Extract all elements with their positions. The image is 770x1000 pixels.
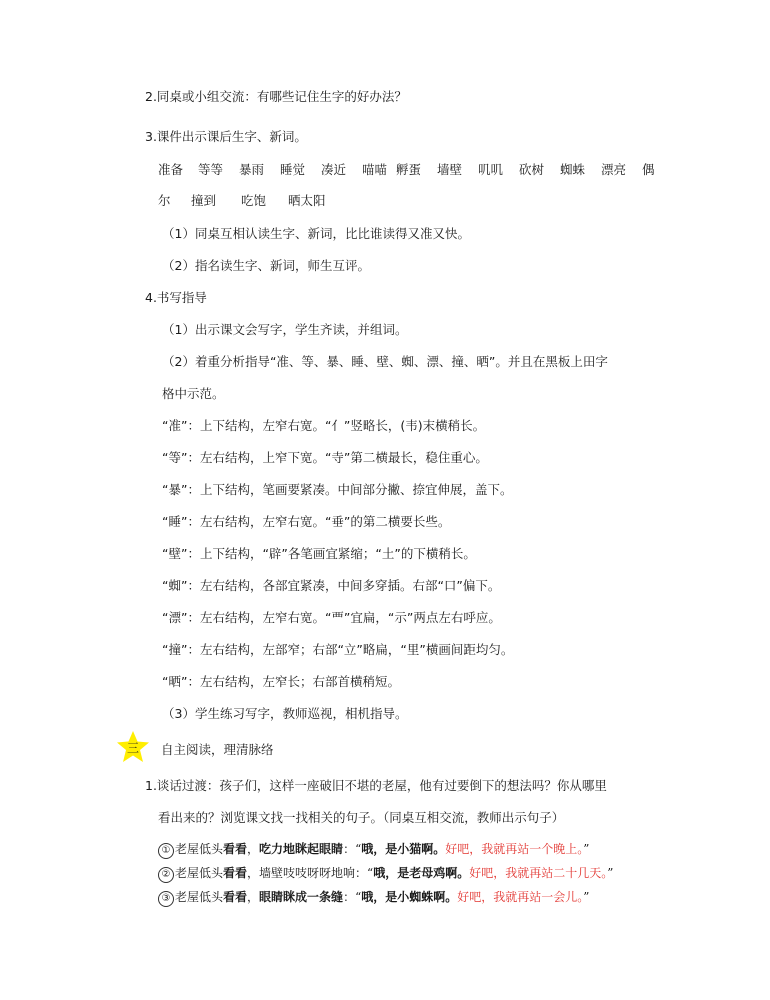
item-3-2: （2）指名读生字、新词，师生互评。	[162, 258, 370, 273]
vocab-word: 漂亮	[601, 162, 627, 177]
char-note-piao: “漂”：左右结构，左窄右宽。“覀”宜扁，“示”两点左右呼应。	[162, 610, 501, 625]
vocab-word: 晒太阳	[288, 193, 326, 208]
char-note-bao: “暴”：上下结构，笔画要紧凑。中间部分撇、捺宜伸展，盖下。	[162, 482, 513, 497]
vocab-row-2	[158, 193, 378, 209]
vocab-word: 准备	[158, 162, 184, 177]
vocab-word: 偶	[642, 162, 655, 177]
char-note-shui: “睡”：左右结构，左窄右宽。“垂”的第二横要长些。	[162, 514, 451, 529]
vocab-word: 喵喵	[362, 162, 388, 177]
vocab-word: 蜘蛛	[560, 162, 586, 177]
char-note-zhuang: “撞”：左右结构，左部窄；右部“立”略扁，“里”横画间距均匀。	[162, 642, 514, 657]
quote-2: ② 老屋低头看看，墙壁吱吱呀呀地响：“哦，是老母鸡啊。好吧，我就再站二十几天。”	[158, 865, 613, 883]
vocab-word: 等等	[198, 162, 224, 177]
item-3-1: （1）同桌互相认读生字、新词，比比谁读得又准又快。	[162, 226, 470, 241]
item-4-1: （1）出示课文会写字，学生齐读，并组词。	[162, 322, 408, 337]
char-note-shai: “晒”：左右结构，左窄长；右部首横稍短。	[162, 674, 400, 689]
vocab-word: 砍树	[519, 162, 545, 177]
quote-number: ②	[158, 867, 174, 883]
item-4-2: （2）着重分析指导“准、等、暴、睡、壁、蜘、漂、撞、晒”。并且在黑板上田字	[162, 354, 608, 369]
char-note-zhi: “蜘”：左右结构，各部宜紧凑，中间多穿插。右部“口”偏下。	[162, 578, 501, 593]
item-2: 2.同桌或小组交流：有哪些记住生字的好办法？	[145, 89, 407, 104]
char-note-bi: “壁”：上下结构，“辟”各笔画宜紧缩；“土”的下横稍长。	[162, 546, 476, 561]
item-4-2-cont: 格中示范。	[162, 386, 225, 401]
vocab-word: 凑近	[321, 162, 347, 177]
char-note-zhun: “准”：上下结构，左窄右宽。“亻”竖略长，(⻙)末横稍长。	[162, 418, 486, 433]
quote-number: ③	[158, 891, 174, 907]
quote-number: ①	[158, 843, 174, 859]
vocab-word: 吃饱	[241, 193, 267, 208]
quote-3: ③ 老屋低头看看，眼睛眯成一条缝：“哦，是小蜘蛛啊。好吧，我就再站一会儿。”	[158, 889, 589, 907]
vocab-word: 睡觉	[280, 162, 306, 177]
vocab-word: 叽叽	[478, 162, 504, 177]
vocab-row-1	[158, 162, 678, 178]
vocab-word: 尔	[158, 193, 171, 208]
vocab-word: 撞到	[191, 193, 217, 208]
item-3: 3.课件出示课后生字、新词。	[145, 129, 307, 144]
item-4-3: （3）学生练习写字，教师巡视，相机指导。	[162, 706, 408, 721]
vocab-word: 暴雨	[239, 162, 265, 177]
char-note-deng: “等”：左右结构，上窄下宽。“寺”第二横最长，稳住重心。	[162, 450, 488, 465]
section-title: 自主阅读，理清脉络	[161, 742, 274, 757]
vocab-word: 墙壁	[437, 162, 463, 177]
vocab-word: 孵蛋	[396, 162, 422, 177]
section-number-badge: 三	[126, 740, 139, 755]
item-t1: 1.谈话过渡：孩子们，这样一座破旧不堪的老屋，他有过要倒下的想法吗？你从哪里	[145, 778, 607, 793]
item-t1-cont: 看出来的？浏览课文找一找相关的句子。（同桌互相交流，教师出示句子）	[158, 810, 565, 825]
quote-1: ① 老屋低头看看，吃力地眯起眼睛：“哦，是小猫啊。好吧，我就再站一个晚上。”	[158, 841, 589, 859]
item-4: 4.书写指导	[145, 290, 207, 305]
